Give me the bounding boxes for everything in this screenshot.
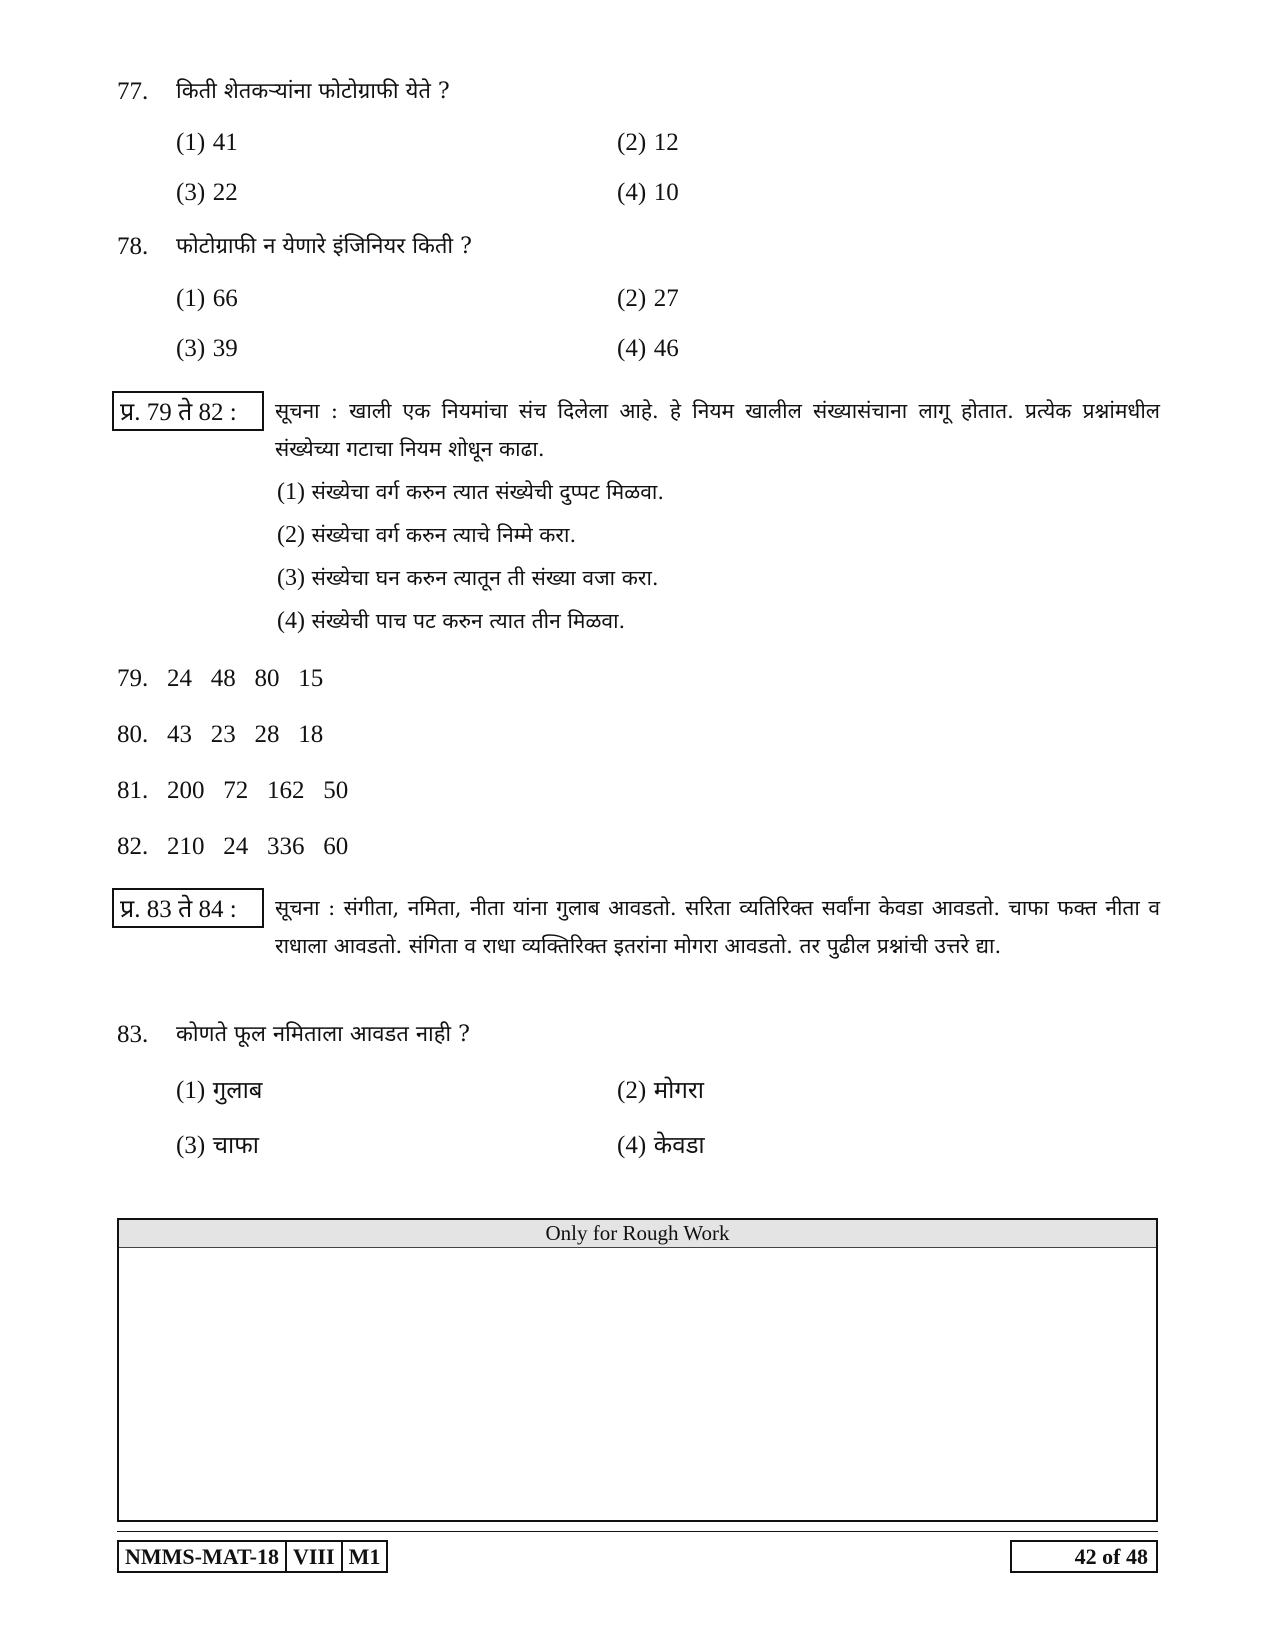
question-number: 78.	[117, 233, 149, 260]
option[interactable]	[617, 283, 679, 314]
option-value: 39	[212, 335, 238, 362]
option-value: केवडा	[653, 1131, 705, 1159]
option-label: (3)	[176, 179, 206, 206]
rule-label: (3)	[277, 565, 305, 591]
option-value: 12	[653, 129, 679, 156]
rough-work-title: Only for Rough Work	[119, 1220, 1156, 1248]
option-value: गुलाब	[212, 1076, 263, 1104]
option-label: (3)	[176, 335, 206, 362]
rule-item	[277, 520, 576, 550]
rule-label: (1)	[277, 479, 305, 505]
option[interactable]	[176, 177, 238, 208]
option-label: (2)	[617, 129, 647, 156]
sequence-values: 200 72 162 50	[167, 777, 349, 804]
option[interactable]	[617, 177, 679, 208]
option-value: 46	[653, 335, 679, 362]
rule-item	[277, 563, 659, 593]
question-text: फोटोग्राफी न येणारे इंजिनियर किती ?	[176, 234, 472, 259]
sequence-row	[117, 776, 348, 806]
rule-label: (2)	[277, 522, 305, 548]
sequence-values: 210 24 336 60	[167, 833, 349, 860]
section-label: प्र. 79 ते 82 :	[112, 391, 264, 431]
section-instruction: सूचना : संगीता, नमिता, नीता यांना गुलाब आवडतो. सरिता व्यतिरिक्त सर्वांना केवडा आवडतो. चाफा फक्त नीता व राधाला आवडतो. संगिता व राधा व्यक्तिरिक्त इतरांना मोगरा आवडतो. तर पुढील प्रश्नांची उत्तरे द्या.	[275, 896, 1160, 958]
option-label: (2)	[617, 285, 647, 312]
option-label: (1)	[176, 1077, 206, 1104]
option-value: 27	[653, 285, 679, 312]
option[interactable]	[176, 283, 238, 314]
option[interactable]	[176, 1130, 259, 1161]
rule-item	[277, 606, 625, 636]
rough-work-box	[117, 1218, 1158, 1522]
footer-code: NMMS-MAT-18	[119, 1542, 287, 1571]
sequence-row	[117, 664, 323, 694]
footer-code-box	[117, 1540, 388, 1573]
question-number: 83.	[117, 1021, 149, 1048]
option[interactable]	[617, 333, 679, 364]
option[interactable]	[176, 333, 238, 364]
rule-item	[277, 477, 664, 507]
option-label: (2)	[617, 1077, 647, 1104]
sequence-values: 43 23 28 18	[167, 721, 324, 748]
footer-medium: M1	[348, 1544, 381, 1569]
option-label: (4)	[617, 1132, 647, 1159]
rule-text: संख्येचा वर्ग करुन त्याचे निम्मे करा.	[311, 523, 577, 547]
question-number: 77.	[117, 78, 149, 105]
option[interactable]	[176, 127, 238, 158]
footer-class: VIII	[287, 1542, 343, 1571]
option-value: मोगरा	[653, 1076, 704, 1104]
sequence-number: 80.	[117, 721, 149, 748]
option[interactable]	[617, 1075, 704, 1106]
option[interactable]	[617, 1130, 705, 1161]
sequence-row	[117, 720, 323, 750]
rule-text: संख्येची पाच पट करुन त्यात तीन मिळवा.	[311, 609, 626, 633]
rule-text: संख्येचा वर्ग करुन त्यात संख्येची दुप्पट मिळवा.	[311, 480, 664, 504]
question-text: कोणते फूल नमिताला आवडत नाही ?	[176, 1022, 470, 1047]
option[interactable]	[617, 127, 679, 158]
sequence-values: 24 48 80 15	[167, 665, 324, 692]
sequence-number: 81.	[117, 777, 149, 804]
sequence-row	[117, 832, 348, 862]
option-value: 10	[653, 179, 679, 206]
section-label: प्र. 83 ते 84 :	[112, 888, 264, 928]
option-label: (1)	[176, 285, 206, 312]
option-label: (1)	[176, 129, 206, 156]
sequence-number: 79.	[117, 665, 149, 692]
footer-divider	[117, 1531, 1158, 1532]
option-label: (4)	[617, 179, 647, 206]
rule-label: (4)	[277, 608, 305, 634]
section-instruction: सूचना : खाली एक नियमांचा संच दिलेला आहे. हे नियम खालील संख्यासंचाना लागू होतात. प्रत्येक प्रश्नांमधील संख्येच्या गटाचा नियम शोधून काढा.	[275, 399, 1160, 461]
option-value: 41	[212, 129, 238, 156]
option-value: 22	[212, 179, 238, 206]
option[interactable]	[176, 1075, 263, 1106]
option-label: (3)	[176, 1132, 206, 1159]
question-text: किती शेतकऱ्यांना फोटोग्राफी येते ?	[176, 79, 450, 104]
rule-text: संख्येचा घन करुन त्यातून ती संख्या वजा करा.	[311, 566, 659, 590]
page-number: 42 of 48	[1010, 1540, 1158, 1573]
option-value: चाफा	[212, 1131, 259, 1159]
option-value: 66	[212, 285, 238, 312]
sequence-number: 82.	[117, 833, 149, 860]
option-label: (4)	[617, 335, 647, 362]
